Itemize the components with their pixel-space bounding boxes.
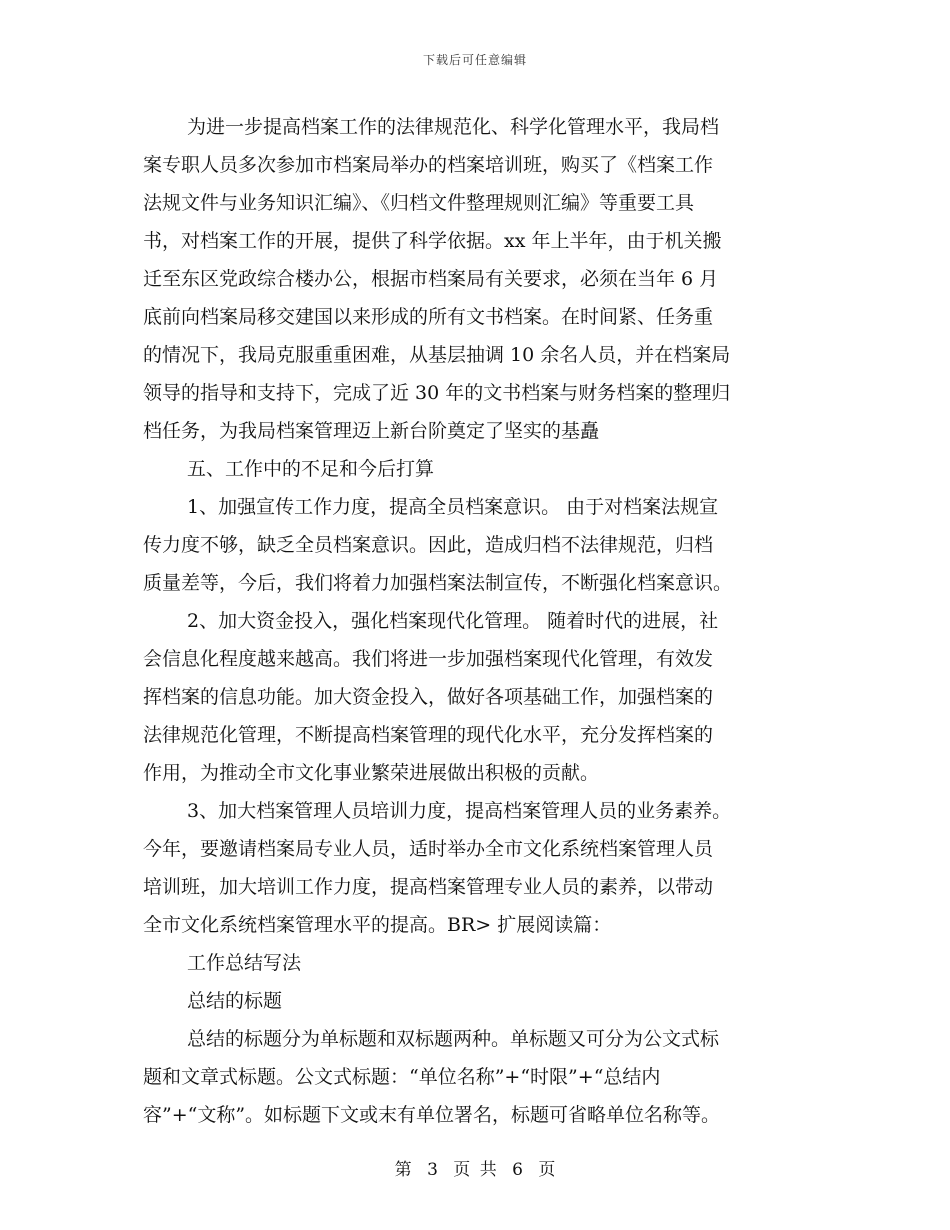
- text-line: 题和文章式标题。公文式标题：“单位名称”+“时限”+“总结内: [143, 1066, 661, 1088]
- text-line: 质量差等，今后，我们将着力加强档案法制宣传，不断强化档案意识。: [143, 572, 733, 594]
- text-line: 为进一步提高档案工作的法律规范化、科学化管理水平，我局档: [187, 116, 720, 138]
- footer-mid: 页 共: [453, 1160, 497, 1180]
- text-line: 挥档案的信息功能。加大资金投入，做好各项基础工作，加强档案的: [143, 686, 714, 708]
- page-header: 下载后可任意编辑: [422, 53, 527, 67]
- text-line: 容”+“文称”。如标题下文或末有单位署名，标题可省略单位名称等。: [143, 1104, 721, 1126]
- document-body: [143, 108, 823, 1134]
- text-line: 3、加大档案管理人员培训力度，提高档案管理人员的业务素养。: [187, 800, 732, 822]
- text-line: 迁至东区党政综合楼办公，根据市档案局有关要求，必须在当年 6 月: [143, 268, 719, 290]
- text-line: 作用，为推动全市文化事业繁荣进展做出积极的贡献。: [143, 762, 600, 784]
- text-line: 领导的指导和支持下，完成了近 30 年的文书档案与财务档案的整理归: [143, 382, 731, 404]
- text-line: 1、加强宣传工作力度，提高全员档案意识。 由于对档案法规宣: [187, 496, 719, 518]
- footer-prefix: 第: [394, 1160, 412, 1180]
- text-line: 档任务，为我局档案管理迈上新台阶奠定了坚实的基矗: [143, 420, 600, 442]
- text-line: 法律规范化管理，不断提高档案管理的现代化水平，充分发挥档案的: [143, 724, 714, 746]
- footer-current-page: 3: [427, 1160, 438, 1180]
- footer-suffix: 页: [538, 1160, 556, 1180]
- text-line: 总结的标题: [187, 990, 283, 1012]
- text-line: 法规文件与业务知识汇编》、《归档文件整理规则汇编》等重要工具: [143, 192, 695, 214]
- text-line: 会信息化程度越来越高。我们将进一步加强档案现代化管理，有效发: [143, 648, 714, 670]
- text-line: 书，对档案工作的开展，提供了科学依据。xx 年上半年，由于机关搬: [143, 230, 722, 252]
- text-line: 的情况下，我局克服重重困难，从基层抽调 10 余名人员，并在档案局: [143, 344, 731, 366]
- page-footer: [0, 1155, 950, 1180]
- text-line: 全市文化系统档案管理水平的提高。BR> 扩展阅读篇：: [143, 914, 612, 936]
- text-line: 案专职人员多次参加市档案局举办的档案培训班，购买了《档案工作: [143, 154, 714, 176]
- text-line: 底前向档案局移交建国以来形成的所有文书档案。在时间紧、任务重: [143, 306, 714, 328]
- text-line: 工作总结写法: [187, 952, 302, 974]
- text-line: 传力度不够，缺乏全员档案意识。因此，造成归档不法律规范，归档: [143, 534, 714, 556]
- footer-total-pages: 6: [512, 1160, 523, 1180]
- text-line: 2、加大资金投入，强化档案现代化管理。 随着时代的进展，社: [187, 610, 719, 632]
- text-line: 五、工作中的不足和今后打算: [187, 458, 435, 480]
- text-line: 总结的标题分为单标题和双标题两种。单标题又可分为公文式标: [187, 1028, 720, 1050]
- text-line: 培训班，加大培训工作力度，提高档案管理专业人员的素养，以带动: [143, 876, 714, 898]
- text-line: 今年，要邀请档案局专业人员，适时举办全市文化系统档案管理人员: [143, 838, 714, 860]
